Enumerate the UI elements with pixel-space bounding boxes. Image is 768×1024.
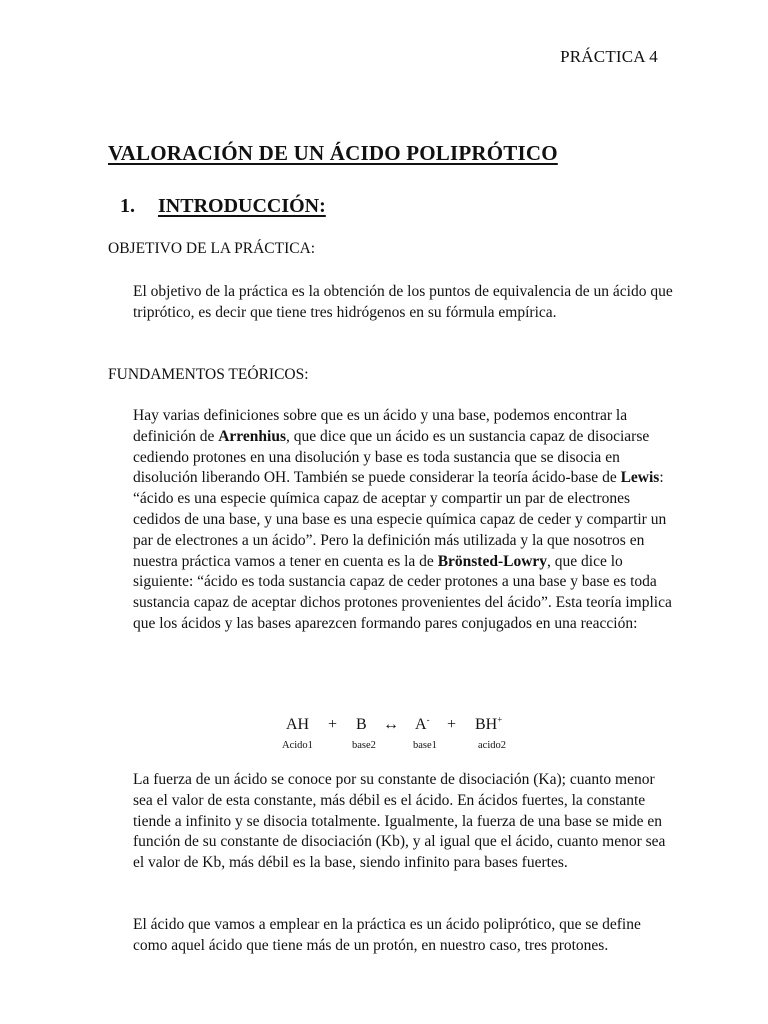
- eq-label-acido1: Acido1: [282, 740, 313, 751]
- eq-label-base1: base1: [413, 740, 437, 751]
- section-heading: [120, 195, 326, 218]
- eq-a-charge: -: [426, 714, 430, 725]
- practice-label: PRÁCTICA 4: [560, 47, 658, 66]
- document-title: VALORACIÓN DE UN ÁCIDO POLIPRÓTICO: [108, 141, 558, 165]
- eq-label-acido2: acido2: [478, 740, 506, 751]
- arrhenius-term: Arrenhius: [218, 427, 286, 445]
- eq-label-base2: base2: [352, 740, 376, 751]
- eq-plus-1: +: [328, 716, 338, 733]
- acid-base-equation: [282, 716, 532, 760]
- eq-plus-2: +: [447, 716, 457, 733]
- eq-b: B: [356, 716, 367, 733]
- lewis-term: Lewis: [620, 469, 660, 487]
- theory-text-a: Hay varias definiciones sobre que es un ácido y una base, podemos encontrar la definición de: [133, 407, 628, 445]
- theory-text-b: , que dice que un ácido es un sustancia capaz de disociarse cediendo protones en una disolución y base es toda sustancia que se disocia en disolución liberando OH. También se puede considerar la teoría ácido-base de: [133, 427, 650, 487]
- eq-bh: BH+: [475, 714, 503, 733]
- bronsted-lowry-term: Brönsted-Lowry: [437, 552, 548, 570]
- objective-text: El objetivo de la práctica es la obtención de los puntos de equivalencia de un ácido que triprótico, es decir que tiene tres hidrógenos en su fórmula empírica.: [133, 283, 673, 321]
- theory-text-c: : “ácido es una especie química capaz de aceptar y compartir un par de electrones cedidos de una base, y una base es una especie química capaz de ceder y compartir un par de electrones a un ácido”. Pero la definición más utilizada y la que nosotros en nuestra práctica vamos a tener en cuenta es la de: [133, 469, 667, 570]
- theory-paragraph-1: [133, 406, 673, 635]
- theory-paragraph-3: [133, 915, 673, 957]
- objective-paragraph: [133, 282, 673, 324]
- eq-ah: AH: [286, 716, 310, 733]
- theory-heading: FUNDAMENTOS TEÓRICOS:: [108, 366, 309, 383]
- eq-a: A-: [415, 714, 430, 733]
- theory-paragraph-2: [133, 770, 673, 874]
- section-title: INTRODUCCIÓN:: [158, 195, 326, 217]
- section-number: 1.: [120, 195, 135, 217]
- polyprotic-text: El ácido que vamos a emplear en la práctica es un ácido poliprótico, que se define como aquel ácido que tiene más de un protón, en nuestro caso, tres protones.: [133, 916, 641, 954]
- eq-bh-charge: +: [497, 714, 503, 725]
- eq-arrow: ↔: [383, 716, 399, 733]
- theory-text-d: , que dice lo siguiente: “ácido es toda sustancia capaz de ceder protones a una base y base es toda sustancia capaz de aceptar dichos protones provenientes del ácido”. Esta teoría implica que los ácidos y las bases aparezcen formando pares conjugados en una reacción:: [133, 552, 672, 632]
- acid-strength-text: La fuerza de un ácido se conoce por su constante de disociación (Ka); cuanto menor sea el valor de esta constante, más débil es el ácido. En ácidos fuertes, la constante tiende a infinito y se disocia totalmente. Igualmente, la fuerza de una base se mide en función de su constante de disociación (Kb), y al igual que el ácido, cuanto menor sea el valor de Kb, más débil es la base, siendo infinito para bases fuertes.: [133, 771, 666, 872]
- objective-heading: OBJETIVO DE LA PRÁCTICA:: [108, 240, 316, 257]
